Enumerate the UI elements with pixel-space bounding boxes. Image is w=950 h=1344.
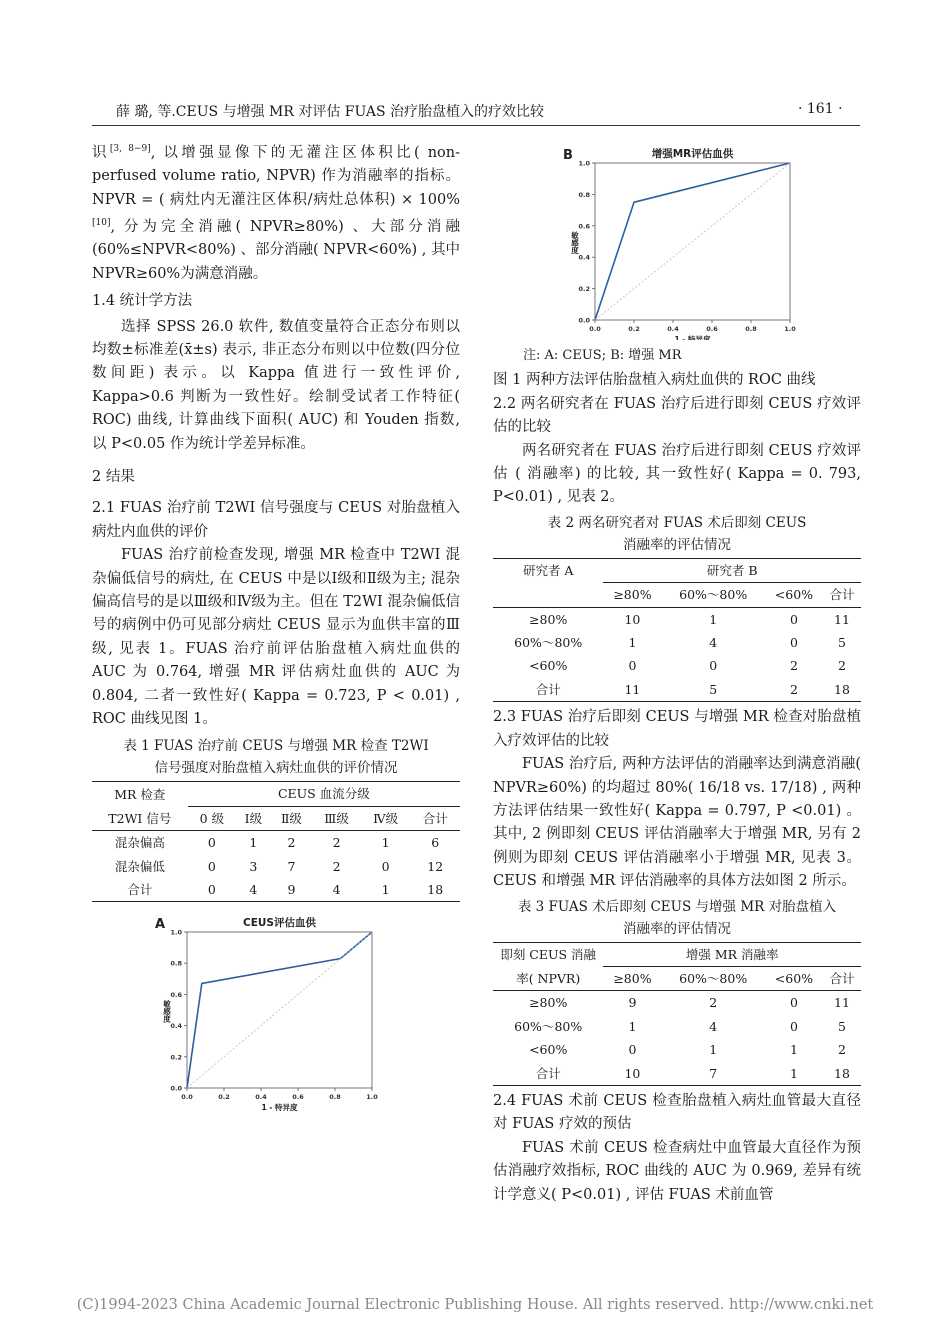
table-header: MR 检查: [114, 786, 166, 802]
cell: 7: [709, 1065, 718, 1081]
row-label: 混杂偏低: [114, 858, 165, 874]
y-axis-label: 敏感度: [162, 1000, 172, 1023]
cell: 2: [838, 658, 846, 674]
row-label: ≥80%: [529, 995, 568, 1011]
caption-line: 消融率的评估情况: [623, 536, 731, 553]
cell: 11: [834, 995, 850, 1011]
cell: 0: [207, 835, 216, 851]
cell: 2: [332, 835, 341, 851]
table-header: <60%: [765, 966, 823, 990]
page-number: · 161 ·: [798, 101, 843, 117]
text: , 以增强显像下的无灌注区体积比( non-perfused volume ratio, NPVR) 作为消融率的指标。NPVR = ( 病灶内无灌注区体积/病灶总体积) × 100%: [92, 144, 461, 208]
table-header: [493, 583, 603, 607]
caption-line: 表 2 两名研究者对 FUAS 术后即刻 CEUS: [547, 514, 807, 531]
cell: 9: [628, 995, 637, 1011]
paragraph-statistics: 选择 SPSS 26.0 软件, 数值变量符合正态分布则以均数±标准差(x̄±s) 表示, 非正态分布则以中位数(四分位数间距) 表示。以 Kappa 值进行一致性评价, Kappa>0.6 判断为一致性好。绘制受试者工作特征( ROC) 曲线, 计算曲线下面积( AUC) 和 Youden 指数, 以 P<0.05 作为统计学差异标准。: [92, 318, 460, 452]
cell: 2: [789, 658, 798, 674]
table-header: 0 级: [188, 806, 236, 830]
roc-chart-b: [493, 140, 861, 340]
table-header: 60%～80%: [662, 583, 765, 607]
x-tick-label: 0.8: [745, 325, 757, 333]
table-header: T2WI 信号: [92, 806, 188, 830]
header-rule: [92, 125, 860, 126]
cell: 12: [427, 858, 444, 874]
section-2-2-heading: 2.2 两名研究者在 FUAS 治疗后进行即刻 CEUS 疗效评估的比较: [493, 395, 861, 436]
cell: 0: [789, 995, 798, 1011]
table-header: Ⅲ级: [312, 806, 361, 830]
cell: 3: [249, 858, 258, 874]
cell: 2: [332, 858, 341, 874]
x-tick-label: 1.0: [366, 1093, 378, 1102]
cell: 0: [381, 858, 390, 874]
cell: 2: [789, 681, 798, 697]
figure-1a: [92, 908, 460, 1116]
roc-chart-a: [92, 908, 460, 1116]
figure-note: 注: A: CEUS; B: 增强 MR: [523, 348, 682, 363]
cell: 0: [789, 1018, 798, 1034]
reference-line: [187, 932, 372, 1088]
cell: 18: [427, 882, 444, 898]
right-column: [493, 140, 861, 1207]
row-label: <60%: [529, 658, 568, 674]
paragraph-ablation-def: [92, 138, 460, 286]
x-tick-label: 0.0: [589, 325, 601, 333]
cell: 0: [628, 658, 637, 674]
text: , 分为完全消融( NPVR≥80%) 、大部分消融(60%≤NPVR<80%) 、部分消融( NPVR<60%) , 其中 NPVR≥60%为满意消融。: [92, 218, 460, 282]
table-row: [493, 1015, 861, 1038]
caption-line: 信号强度对胎盘植入病灶血供的评价情况: [154, 760, 398, 777]
row-label: 60%～80%: [514, 1018, 583, 1034]
table-row: [92, 831, 460, 855]
x-tick-label: 0.4: [667, 325, 679, 333]
table-header: 60%～80%: [662, 966, 765, 990]
left-column: [92, 138, 460, 1116]
table-header: Ⅳ级: [361, 806, 411, 830]
cell: 4: [249, 882, 258, 898]
row-label: 合计: [535, 1065, 561, 1081]
paragraph-results-2-2: 两名研究者在 FUAS 治疗后进行即刻 CEUS 疗效评估 ( 消融率) 的比较, 其一致性好( Kappa = 0. 793, P<0.01) , 见表 2。: [493, 442, 861, 506]
table-3: [493, 942, 861, 1086]
cell: 1: [709, 611, 718, 627]
copyright-footer: (C)1994-2023 China Academic Journal Electronic Publishing House. All rights reserved. http://www.cnki.net: [76, 1297, 874, 1313]
section-2-4-heading: 2.4 FUAS 术前 CEUS 检查胎盘植入病灶血管最大直径对 FUAS 疗效的预估: [493, 1092, 861, 1133]
table-row: [92, 878, 460, 902]
table-row: [493, 678, 861, 702]
table-row: [493, 991, 861, 1015]
table-row: [493, 1062, 861, 1086]
table-1-caption: [92, 735, 460, 779]
row-label: ≥80%: [529, 611, 568, 627]
cell: 11: [834, 611, 850, 627]
y-tick-label: 0.4: [170, 1022, 182, 1031]
x-tick-label: 0.8: [329, 1093, 341, 1102]
running-title: 薛 璐, 等.CEUS 与增强 MR 对评估 FUAS 治疗胎盘植入的疗效比较: [116, 104, 545, 120]
cell: 0: [789, 611, 798, 627]
table-header: 研究者 A: [522, 563, 574, 579]
cell: 0: [709, 658, 718, 674]
y-tick-label: 0.6: [170, 991, 182, 1000]
row-label: 合计: [535, 681, 561, 697]
caption-line: 消融率的评估情况: [623, 920, 731, 937]
table-header: Ⅱ级: [271, 806, 313, 830]
table-row: [493, 631, 861, 654]
cell: 6: [431, 835, 440, 851]
table-header: 增强 MR 消融率: [603, 942, 861, 966]
table-row: [493, 607, 861, 631]
x-tick-label: 0.6: [706, 325, 718, 333]
cell: 4: [332, 882, 341, 898]
table-header: ≥80%: [603, 966, 661, 990]
table-header: 率( NPVR): [493, 966, 603, 990]
reference-line: [595, 163, 790, 320]
table-header: 研究者 B: [603, 558, 861, 582]
cell: 1: [789, 1065, 798, 1081]
section-2-1-heading: 2.1 FUAS 治疗前 T2WI 信号强度与 CEUS 对胎盘植入病灶内血供的评价: [92, 500, 460, 540]
cell: 10: [624, 611, 641, 627]
y-tick-label: 1.0: [170, 928, 182, 937]
cell: 2: [838, 1042, 846, 1058]
table-header: CEUS 血流分级: [188, 782, 460, 806]
cell: 18: [834, 1065, 850, 1081]
panel-letter: B: [563, 148, 573, 163]
panel-letter: A: [155, 917, 166, 933]
y-tick-label: 0.2: [578, 285, 590, 294]
y-tick-label: 0.6: [578, 222, 590, 231]
table-header: 合计: [823, 583, 861, 607]
chart-title: CEUS评估血供: [243, 917, 316, 930]
table-header: ≥80%: [603, 583, 661, 607]
text: 识: [92, 144, 110, 161]
caption-line: 表 1 FUAS 治疗前 CEUS 与增强 MR 检查 T2WI: [123, 738, 429, 755]
figure-1b: [493, 140, 861, 340]
y-tick-label: 1.0: [578, 159, 590, 168]
y-tick-label: 0.8: [170, 960, 182, 969]
table-header: <60%: [765, 583, 823, 607]
paragraph-results-2-1: FUAS 治疗前检查发现, 增强 MR 检查中 T2WI 混杂偏低信号的病灶, 在 CEUS 中是以Ⅰ级和Ⅱ级为主; 混杂偏高信号的是以Ⅲ级和Ⅳ级为主。但在 T2WI 混杂偏低信号的病例中仍可见部分病灶 CEUS 显示为血供丰富的Ⅲ级, 见表 1。FUAS 治疗前评估胎盘植入病灶血供的 AUC 为 0.764, 增强 MR 评估病灶血供的 AUC 为 0.804, 二者一致性好( Kappa = 0.723, P < 0.01) , ROC 曲线见图 1。: [92, 547, 460, 727]
cell: 1: [789, 1042, 798, 1058]
x-axis-label: 1 - 特异度: [261, 1103, 298, 1113]
x-axis-label: 1 - 特异度: [674, 335, 711, 340]
row-label: <60%: [529, 1042, 568, 1058]
x-tick-label: 0.6: [292, 1093, 304, 1102]
section-2-heading: 2 结果: [92, 468, 135, 485]
row-label: 合计: [127, 882, 153, 898]
chart-title: 增强MR评估血供: [651, 148, 734, 160]
cell: 4: [709, 635, 718, 651]
x-tick-label: 0.2: [628, 325, 640, 333]
caption-line: 表 3 FUAS 术后即刻 CEUS 与增强 MR 对胎盘植入: [517, 898, 837, 915]
table-row: [493, 654, 861, 677]
cell: 2: [287, 835, 296, 851]
citation: [10]: [92, 218, 111, 229]
x-tick-label: 0.0: [181, 1093, 193, 1102]
paragraph-results-2-3: FUAS 治疗后, 两种方法评估的消融率达到满意消融( NPVR≥60%) 的均超过 80%( 16/18 vs. 17/18) , 两种方法评估结果一致性好( Kappa = 0.797, P <0.01) 。其中, 2 例即刻 CEUS 评估消融率大于增强 MR, 另有 2 例则为即刻 CEUS 评估消融率小于增强 MR, 见表 3。CEUS 和增强 MR 评估消融率的具体方法如图 2 所示。: [493, 756, 861, 890]
cell: 2: [709, 995, 718, 1011]
row-label: 混杂偏高: [114, 835, 165, 851]
table-1: [92, 781, 460, 902]
cell: 1: [628, 1018, 637, 1034]
cell: 9: [287, 882, 296, 898]
cell: 18: [834, 681, 850, 697]
cell: 1: [381, 835, 390, 851]
table-2: [493, 558, 861, 702]
y-axis-label: 敏感度: [570, 231, 580, 254]
cell: 5: [709, 681, 718, 697]
cell: 0: [628, 1042, 637, 1058]
section-1-4-heading: 1.4 统计学方法: [92, 293, 193, 310]
y-tick-label: 0.8: [578, 190, 590, 199]
cell: 5: [838, 635, 846, 651]
table-row: [92, 855, 460, 878]
cell: 7: [287, 858, 296, 874]
x-tick-label: 1.0: [784, 325, 796, 333]
cell: 1: [381, 882, 390, 898]
citation: [3, 8−9]: [109, 144, 151, 154]
table-header: 合计: [410, 806, 460, 830]
cell: 0: [207, 858, 216, 874]
table-header: 即刻 CEUS 消融: [500, 946, 597, 962]
table-header: 合计: [823, 966, 861, 990]
cell: 0: [789, 635, 798, 651]
paragraph-results-2-4: FUAS 术前 CEUS 检查病灶中血管最大直径作为预估消融疗效指标, ROC 曲线的 AUC 为 0.969, 差异有统计学意义( P<0.01) , 评估 FUAS 术前血管: [493, 1139, 861, 1203]
cell: 1: [249, 835, 258, 851]
cell: 11: [624, 681, 641, 697]
cell: 1: [628, 635, 637, 651]
x-tick-label: 0.2: [218, 1093, 230, 1102]
table-2-caption: [493, 512, 861, 556]
y-tick-label: 0.4: [578, 253, 590, 262]
table-3-caption: [493, 896, 861, 940]
cell: 1: [709, 1042, 718, 1058]
cell: 10: [624, 1065, 641, 1081]
y-tick-label: 0.2: [170, 1053, 182, 1062]
table-header: Ⅰ级: [236, 806, 271, 830]
x-tick-label: 0.4: [255, 1093, 267, 1102]
y-tick-label: 0.0: [170, 1084, 182, 1093]
y-tick-label: 0.0: [578, 316, 590, 325]
table-row: [493, 1038, 861, 1061]
cell: 4: [709, 1018, 718, 1034]
cell: 5: [838, 1018, 846, 1034]
cell: 0: [207, 882, 216, 898]
figure-1-caption: 图 1 两种方法评估胎盘植入病灶血供的 ROC 曲线: [493, 372, 816, 389]
section-2-3-heading: 2.3 FUAS 治疗后即刻 CEUS 与增强 MR 检查对胎盘植入疗效评估的比较: [493, 709, 861, 749]
row-label: 60%～80%: [514, 635, 583, 651]
